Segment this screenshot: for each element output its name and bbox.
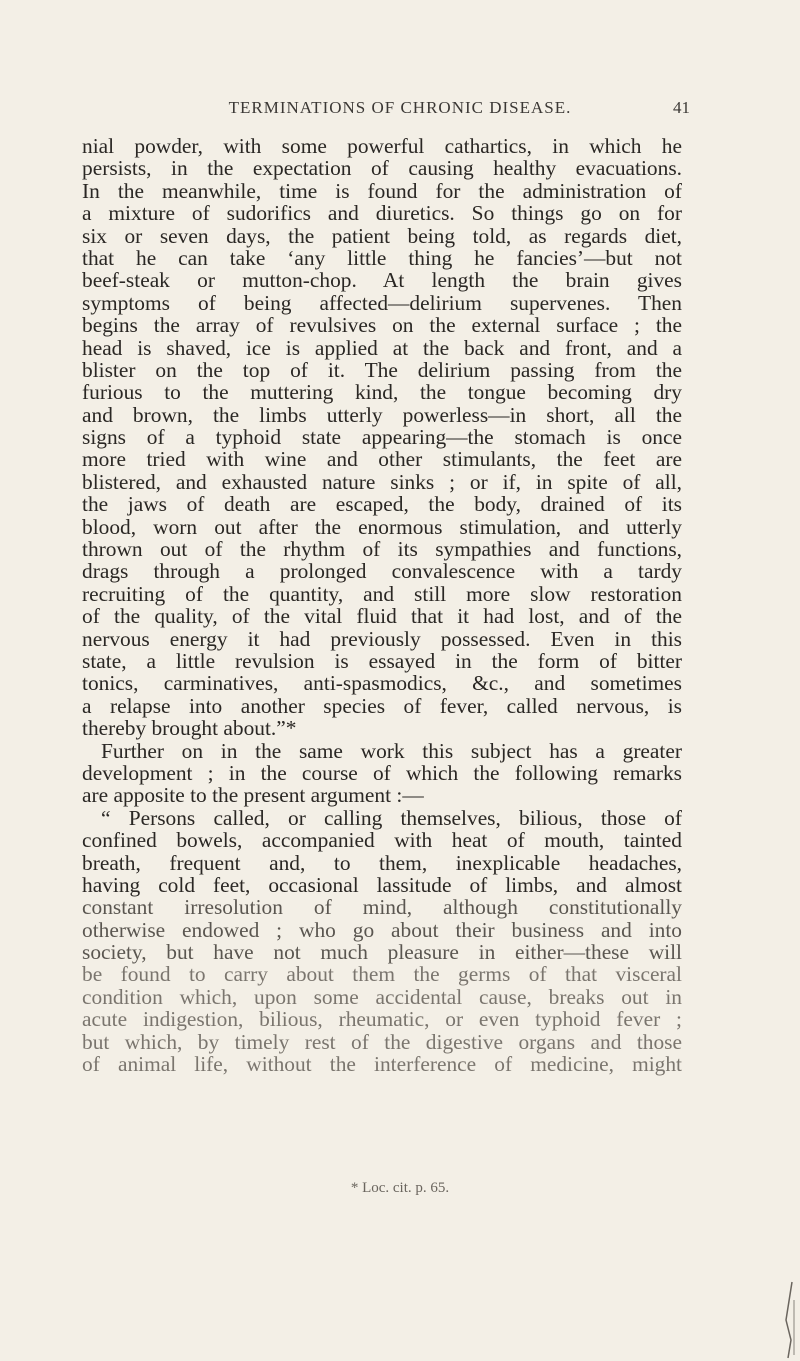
text-line: and brown, the limbs utterly powerless—in short, all the	[82, 402, 682, 427]
text-line: but which, by timely rest of the digestive organs and those	[82, 1029, 682, 1054]
text-line: that he can take ‘any little thing he fancies’—but not	[82, 245, 682, 270]
text-line: a mixture of sudorifics and diuretics. So things go on for	[82, 201, 682, 226]
text-line: having cold feet, occasional lassitude of limbs, and almost	[82, 872, 682, 897]
text-line: breath, frequent and, to them, inexplicable headaches,	[82, 850, 682, 875]
text-line: nervous energy it had previously possessed. Even in this	[82, 626, 682, 651]
text-line: In the meanwhile, time is found for the administration of	[82, 178, 682, 203]
text-line: constant irresolution of mind, although constitutionally	[82, 895, 682, 920]
text-line: condition which, upon some accidental cause, breaks out in	[82, 984, 682, 1009]
text-line: blood, worn out after the enormous stimulation, and utterly	[82, 514, 682, 539]
page-edge-mark	[782, 1280, 796, 1360]
text-line: begins the array of revulsives on the external surface ; the	[82, 313, 682, 338]
running-title: TERMINATIONS OF CHRONIC DISEASE.	[228, 98, 572, 117]
text-line: furious to the muttering kind, the tongue becoming dry	[82, 380, 682, 405]
text-line: drags through a prolonged convalescence with a tardy	[82, 559, 682, 584]
text-line: signs of a typhoid state appearing—the stomach is once	[82, 425, 682, 450]
text-line: blister on the top of it. The delirium passing from the	[82, 357, 682, 382]
text-line: state, a little revulsion is essayed in the form of bitter	[82, 648, 682, 673]
text-line: more tried with wine and other stimulants, the feet are	[82, 447, 682, 472]
page-header	[110, 98, 690, 126]
text-line: development ; in the course of which the following remarks	[82, 760, 682, 785]
text-line: confined bowels, accompanied with heat of mouth, tainted	[82, 828, 682, 853]
text-line: are apposite to the present argument :—	[82, 783, 424, 808]
text-line: beef-steak or mutton-chop. At length the brain gives	[82, 268, 682, 293]
text-line: acute indigestion, bilious, rheumatic, or even typhoid fever ;	[82, 1007, 682, 1032]
text-line: recruiting of the quantity, and still more slow restoration	[82, 581, 682, 606]
text-line: blistered, and exhausted nature sinks ; or if, in spite of all,	[82, 469, 682, 494]
text-line: a relapse into another species of fever, called nervous, is	[82, 693, 682, 718]
text-line: six or seven days, the patient being told, as regards diet,	[82, 223, 682, 248]
text-line: of animal life, without the interference of medicine, might	[82, 1052, 682, 1077]
text-line: society, but have not much pleasure in either—these will	[82, 940, 682, 965]
text-line: of the quality, of the vital fluid that it had lost, and of the	[82, 604, 682, 629]
text-line: head is shaved, ice is applied at the back and front, and a	[82, 335, 682, 360]
text-line: “ Persons called, or calling themselves, bilious, those of	[101, 805, 682, 830]
text-line: be found to carry about them the germs of that visceral	[82, 962, 682, 987]
body-text	[82, 135, 682, 1075]
text-line: thereby brought about.”*	[82, 716, 297, 741]
text-line: Further on in the same work this subject has a greater	[101, 738, 682, 763]
footnote: * Loc. cit. p. 65.	[350, 1180, 450, 1196]
text-line: symptoms of being affected—delirium supervenes. Then	[82, 290, 682, 315]
text-line: nial powder, with some powerful cathartics, in which he	[82, 134, 682, 158]
text-line: thrown out of the rhythm of its sympathies and functions,	[82, 537, 682, 562]
text-line: otherwise endowed ; who go about their business and into	[82, 917, 682, 942]
text-line: the jaws of death are escaped, the body, drained of its	[82, 492, 682, 517]
page-number: 41	[673, 98, 690, 117]
text-line: tonics, carminatives, anti-spasmodics, &c., and sometimes	[82, 671, 682, 696]
text-line: persists, in the expectation of causing healthy evacuations.	[82, 156, 682, 181]
